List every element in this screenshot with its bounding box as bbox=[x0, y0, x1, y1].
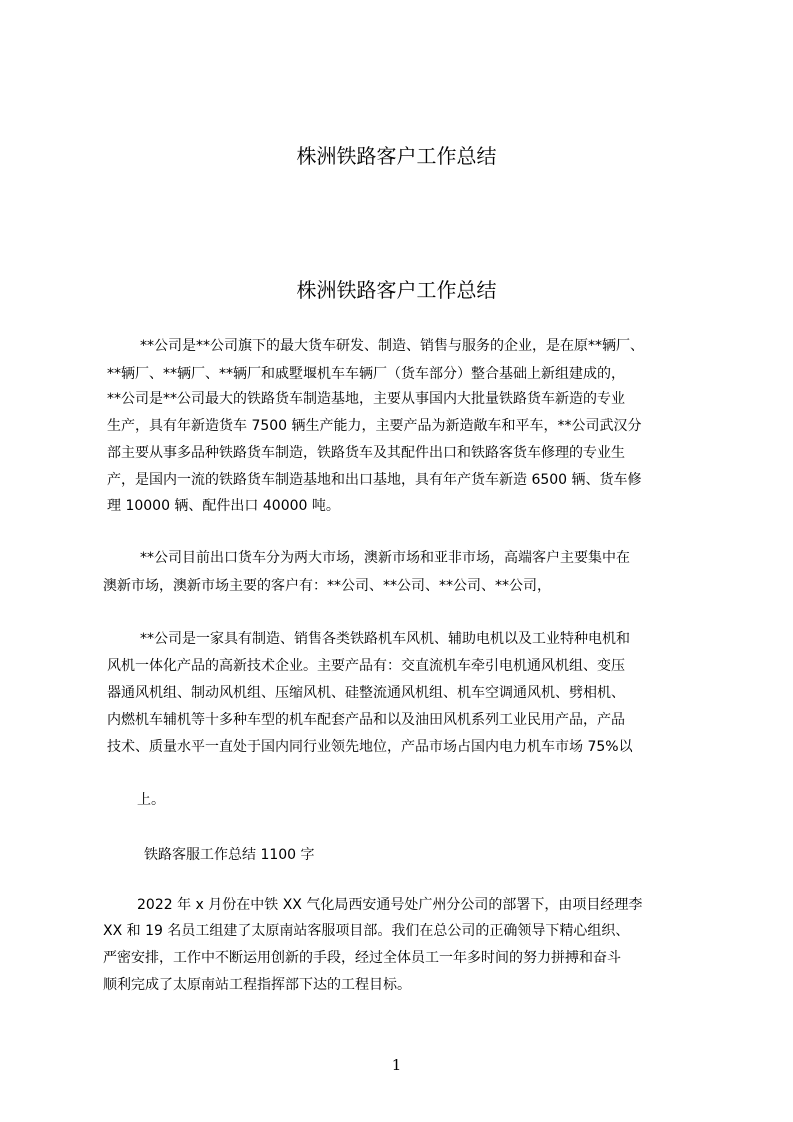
paragraph4-line-3: 严密安排，工作中不断运用创新的手段，经过全体员工一年多时间的努力拼搏和奋斗 bbox=[103, 950, 621, 966]
paragraph2-line-2: 澳新市场，澳新市场主要的客户有：**公司、**公司、**公司、**公司， bbox=[103, 578, 551, 594]
paragraph3-line-5: 技术、质量水平一直处于国内同行业领先地位，产品市场占国内电力机车市场 75%以 bbox=[107, 739, 633, 755]
paragraph3-line-1: **公司是一家具有制造、销售各类铁路机车风机、辅助电机以及工业特种电机和 bbox=[140, 631, 630, 647]
paragraph1-line-4: 生产，具有年新造货车 7500 辆生产能力，主要产品为新造敞车和平车，**公司武汉分 bbox=[107, 418, 642, 434]
document-title-top: 株洲铁路客户工作总结 bbox=[296, 144, 497, 168]
paragraph1-line-6: 产，是国内一流的铁路货车制造基地和出口基地，具有年产货车新造 6500 辆、货车修 bbox=[107, 472, 642, 488]
paragraph3-line-4: 内燃机车辅机等十多种车型的机车配套产品和以及油田风机系列工业民用产品，产品 bbox=[107, 712, 625, 728]
paragraph1-line-3: **公司是**公司最大的铁路货车制造基地，主要从事国内大批量铁路货车新造的专业 bbox=[107, 391, 625, 407]
document-title-main: 株洲铁路客户工作总结 bbox=[296, 278, 497, 302]
section-subheading: 铁路客服工作总结 1100 字 bbox=[144, 847, 315, 863]
paragraph4-line-2: XX 和 19 名员工组建了太原南站客服项目部。我们在总公司的正确领导下精心组织、 bbox=[103, 923, 630, 939]
paragraph1-line-5: 部主要从事多品种铁路货车制造，铁路货车及其配件出口和铁路客货车修理的专业生 bbox=[107, 445, 625, 461]
page-number: 1 bbox=[391, 1056, 402, 1074]
paragraph2-line-1: **公司目前出口货车分为两大市场，澳新市场和亚非市场，高端客户主要集中在 bbox=[140, 550, 630, 566]
paragraph1-line-7: 理 10000 辆、配件出口 40000 吨。 bbox=[107, 498, 340, 514]
paragraph3-tail: 上。 bbox=[137, 792, 165, 808]
paragraph4-line-1: 2022 年 x 月份在中铁 XX 气化局西安通号处广州分公司的部署下，由项目经理李 bbox=[137, 897, 643, 913]
paragraph1-line-1: **公司是**公司旗下的最大货车研发、制造、销售与服务的企业，是在原**辆厂、 bbox=[140, 338, 644, 354]
paragraph4-line-4: 顺利完成了太原南站工程指挥部下达的工程目标。 bbox=[103, 977, 411, 993]
paragraph3-line-3: 器通风机组、制动风机组、压缩风机、硅整流通风机组、机车空调通风机、劈相机、 bbox=[107, 685, 625, 701]
paragraph3-line-2: 风机一体化产品的高新技术企业。主要产品有：交直流机车牵引电机通风机组、变压 bbox=[107, 658, 625, 674]
paragraph1-line-2: **辆厂、**辆厂、**辆厂和戚墅堰机车车辆厂（货车部分）整合基础上新组建成的， bbox=[107, 366, 625, 382]
